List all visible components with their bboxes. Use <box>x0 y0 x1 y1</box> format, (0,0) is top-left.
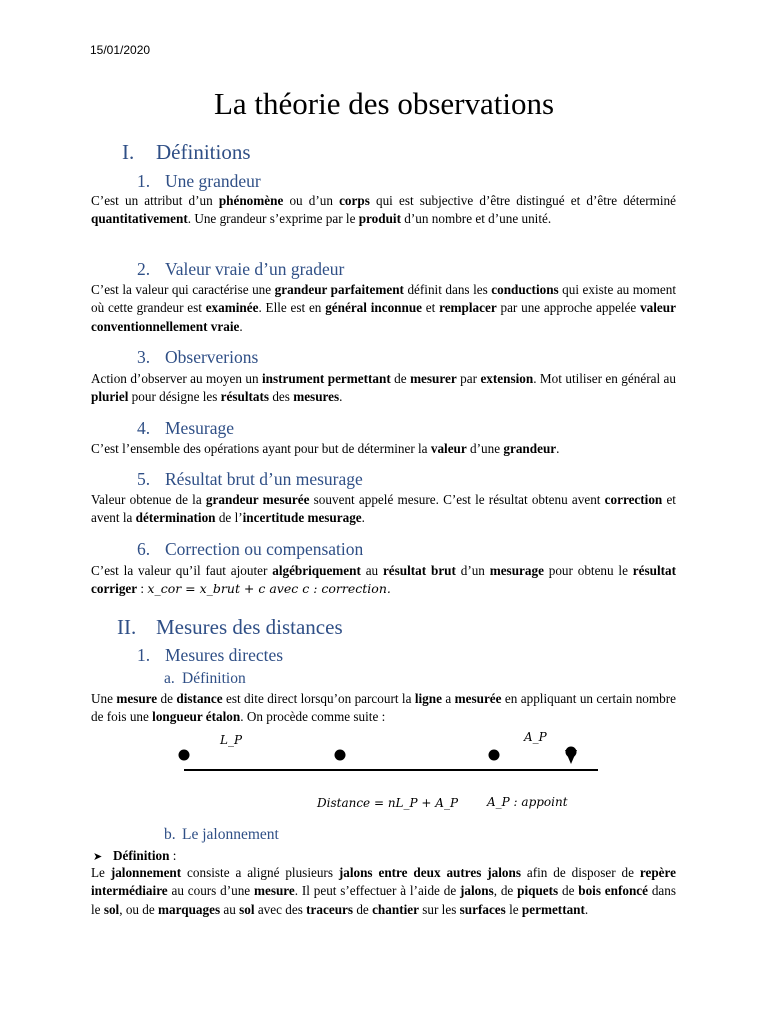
subheading-label: Valeur vraie d’un gradeur <box>165 259 345 279</box>
subheading-label: Le jalonnement <box>182 826 279 843</box>
station-point <box>335 750 346 761</box>
subheading-number: a. <box>164 670 175 687</box>
paragraph-resultat-brut: Valeur obtenue de la grandeur mesurée souvent appelé mesure. C’est le résultat obtenu avent correction et avent la détermination de l’incertitude mesurage. <box>91 492 676 526</box>
subheading-mesures-directes <box>137 645 283 666</box>
station-point <box>179 750 190 761</box>
paragraph-valeur-vraie: C’est la valeur qui caractérise une grandeur parfaitement définit dans les conductions qui existe au moment où cette grandeur est examinée. Elle est en général inconnue et remplacer par une approche appelée valeur conventionnellement vraie. <box>91 282 677 334</box>
subheading-label: Observerions <box>165 347 259 367</box>
label-lp: L_P <box>220 733 243 747</box>
section-label: Mesures des distances <box>156 615 343 639</box>
page-title: La théorie des observations <box>213 86 555 121</box>
paragraph-jalonnement: Le jalonnement consiste a aligné plusieurs jalons entre deux autres jalons afin de disposer de repère intermédiaire au cours d’une mesure. Il peut s’effectuer à l’aide de jalons, de piquets de bois enfoncé dans le sol, ou de marquages au sol avec des traceurs de chantier sur les surfaces le permettant. <box>91 865 677 917</box>
subheading-number: 4. <box>137 418 151 438</box>
subheading-definition <box>164 670 246 688</box>
paragraph-definition-mesure: Une mesure de distance est dite direct lorsqu’on parcourt la ligne a mesurée en appliquant un certain nombre de fois une longueur étalon. On procède comme suite : <box>91 691 676 725</box>
section-label: Définitions <box>156 140 251 164</box>
subheading-number: b. <box>164 826 176 843</box>
subheading-number: 5. <box>137 469 151 489</box>
section-heading-definitions <box>122 140 251 165</box>
subheading-label: Résultat brut d’un mesurage <box>165 469 363 489</box>
station-point <box>489 750 500 761</box>
section-heading-mesures-distances <box>117 615 343 640</box>
subheading-number: 6. <box>137 539 151 559</box>
paragraph-mesurage: C’est l’ensemble des opérations ayant pour but de déterminer la valeur d’une grandeur. <box>91 441 560 456</box>
paragraph-une-grandeur: C’est un attribut d’un phénomène ou d’un corps qui est subjective d’être distingué et d’être déterminé quantitativement. Une grandeur s’exprime par le produit d’un nombre et d’une unité. <box>91 193 676 227</box>
subheading-mesurage <box>137 418 234 439</box>
subheading-une-grandeur <box>137 171 261 192</box>
subheading-observerions <box>137 347 258 368</box>
subheading-jalonnement <box>164 826 279 844</box>
arrow-bullet-icon: ➤ <box>93 851 103 863</box>
bullet-label: Définition <box>113 848 170 863</box>
section-number: II. <box>117 615 137 639</box>
subheading-valeur-vraie <box>137 259 344 280</box>
subheading-number: 1. <box>137 171 151 191</box>
paragraph-observerions: Action d’observer au moyen un instrument permettant de mesurer par extension. Mot utiliser en général au pluriel pour désigne les résultats des mesures. <box>91 371 676 405</box>
paragraph-correction: C’est la valeur qu’il faut ajouter algébriquement au résultat brut d’un mesurage pour obtenu le résultat corriger : x_cor = x_brut + c avec c : correction. <box>91 563 676 597</box>
bullet-definition: ➤ Définition : <box>93 848 177 863</box>
subheading-label: Mesures directes <box>165 645 284 665</box>
subheading-number: 3. <box>137 347 151 367</box>
subheading-correction <box>137 539 363 560</box>
distance-formula: Distance = nL_P + A_P <box>317 796 459 810</box>
subheading-label: Correction ou compensation <box>165 539 364 559</box>
subheading-label: Mesurage <box>165 418 235 438</box>
subheading-label: Définition <box>182 670 246 687</box>
subheading-number: 2. <box>137 259 151 279</box>
subheading-number: 1. <box>137 645 151 665</box>
distance-measure-diagram <box>170 728 610 788</box>
end-point <box>566 747 577 758</box>
label-ap: A_P <box>524 730 547 744</box>
section-number: I. <box>122 140 135 164</box>
correction-formula: x_cor = x_brut + c avec c : correction. <box>147 581 391 597</box>
appoint-note: A_P : appoint <box>487 795 568 809</box>
document-date: 15/01/2020 <box>90 43 151 57</box>
subheading-label: Une grandeur <box>165 171 261 191</box>
subheading-resultat-brut <box>137 469 363 490</box>
